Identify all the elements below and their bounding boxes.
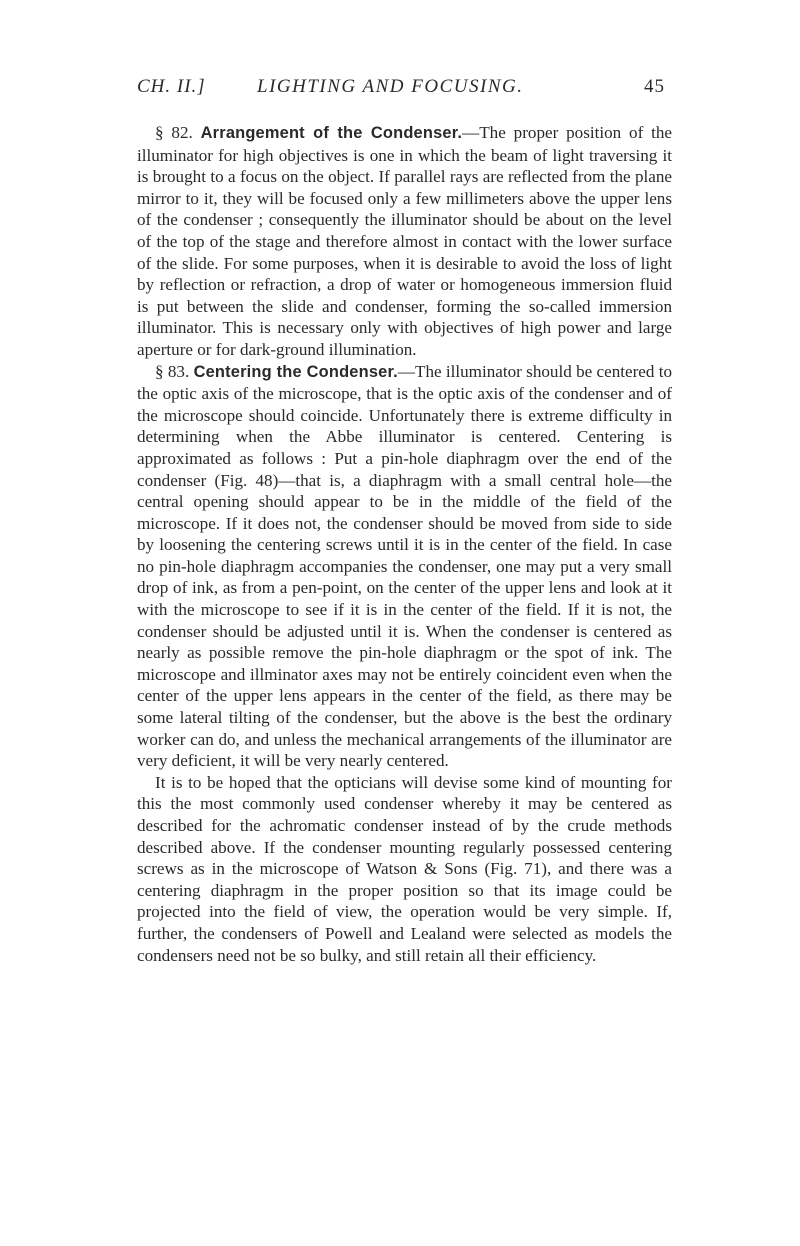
section-82-number: § 82. bbox=[155, 123, 193, 142]
section-82-text: —The proper position of the illuminator for high objectives is one in which the beam of light traversing it is brought to a focus on the object. If parallel rays are reflected from the plane mirror to it, they will be focused only a few millimeters above the upper lens of the condenser ; consequently the illuminator should be about on the level of the top of the stage and therefore almost in contact with the lower surface of the slide. For some purposes, when it is desirable to avoid the loss of light by reflection or refraction, a drop of water or homogeneous immersion fluid is put between the slide and condenser, forming the so-called immersion illuminator. This is necessary only with objectives of high power and large aperture or for dark-ground illumination. bbox=[137, 123, 673, 359]
section-83-heading: Centering the Condenser. bbox=[193, 362, 398, 381]
body-text bbox=[137, 122, 672, 966]
section-83-text: —The illuminator should be centered to the optic axis of the microscope, that is the optic axis of the condenser and of the microscope should coincide. Unfortunately there is extreme difficulty in determining when the Abbe illuminator is centered. Centering is approximated as follows : Put a pin-hole diaphragm over the end of the condenser (Fig. 48)—that is, a diaphragm with a small central hole—the central opening should appear to be in the middle of the field of the microscope. If it does not, the condenser should be moved from side to side by loosening the centering screws until it is in the center of the field. In case no pin-hole diaphragm accompanies the condenser, one may put a very small drop of ink, as from a pen-point, on the center of the upper lens and look at it with the microscope to see if it is in the center of the field. If it is not, the condenser should be adjusted until it is. When the condenser is centered as nearly as possible remove the pin-hole diaphragm or the spot of ink. The microscope and illminator axes may not be entirely coincident even when the center of the upper lens appears in the center of the field, as there may be some lateral tilting of the condenser, but the above is the best the ordinary worker can do, and unless the mechanical arrangements of the illuminator are very deficient, it will be very nearly centered. bbox=[137, 361, 673, 771]
running-head bbox=[137, 76, 665, 102]
chapter-marker: CH. II.] bbox=[137, 76, 206, 97]
page-number: 45 bbox=[644, 76, 665, 97]
section-83-paragraph bbox=[137, 361, 672, 772]
running-title: LIGHTING AND FOCUSING. bbox=[257, 76, 524, 97]
section-83-number: § 83. bbox=[155, 361, 190, 381]
closing-paragraph: It is to be hoped that the opticians will devise some kind of mounting for this the most commonly used condenser whereby it may be centered as described for the achromatic condenser instead of by the crude methods described above. If the condenser mounting regularly possessed centering screws as in the microscope of Watson & Sons (Fig. 71), and there was a centering diaphragm in the proper position so that its image could be projected into the field of view, the operation would be very simple. If, further, the condensers of Powell and Lealand were selected as models the condensers need not be so bulky, and still retain all their efficiency. bbox=[137, 772, 672, 965]
section-82-paragraph bbox=[137, 122, 672, 361]
section-82-heading: Arrangement of the Condenser. bbox=[200, 124, 463, 142]
